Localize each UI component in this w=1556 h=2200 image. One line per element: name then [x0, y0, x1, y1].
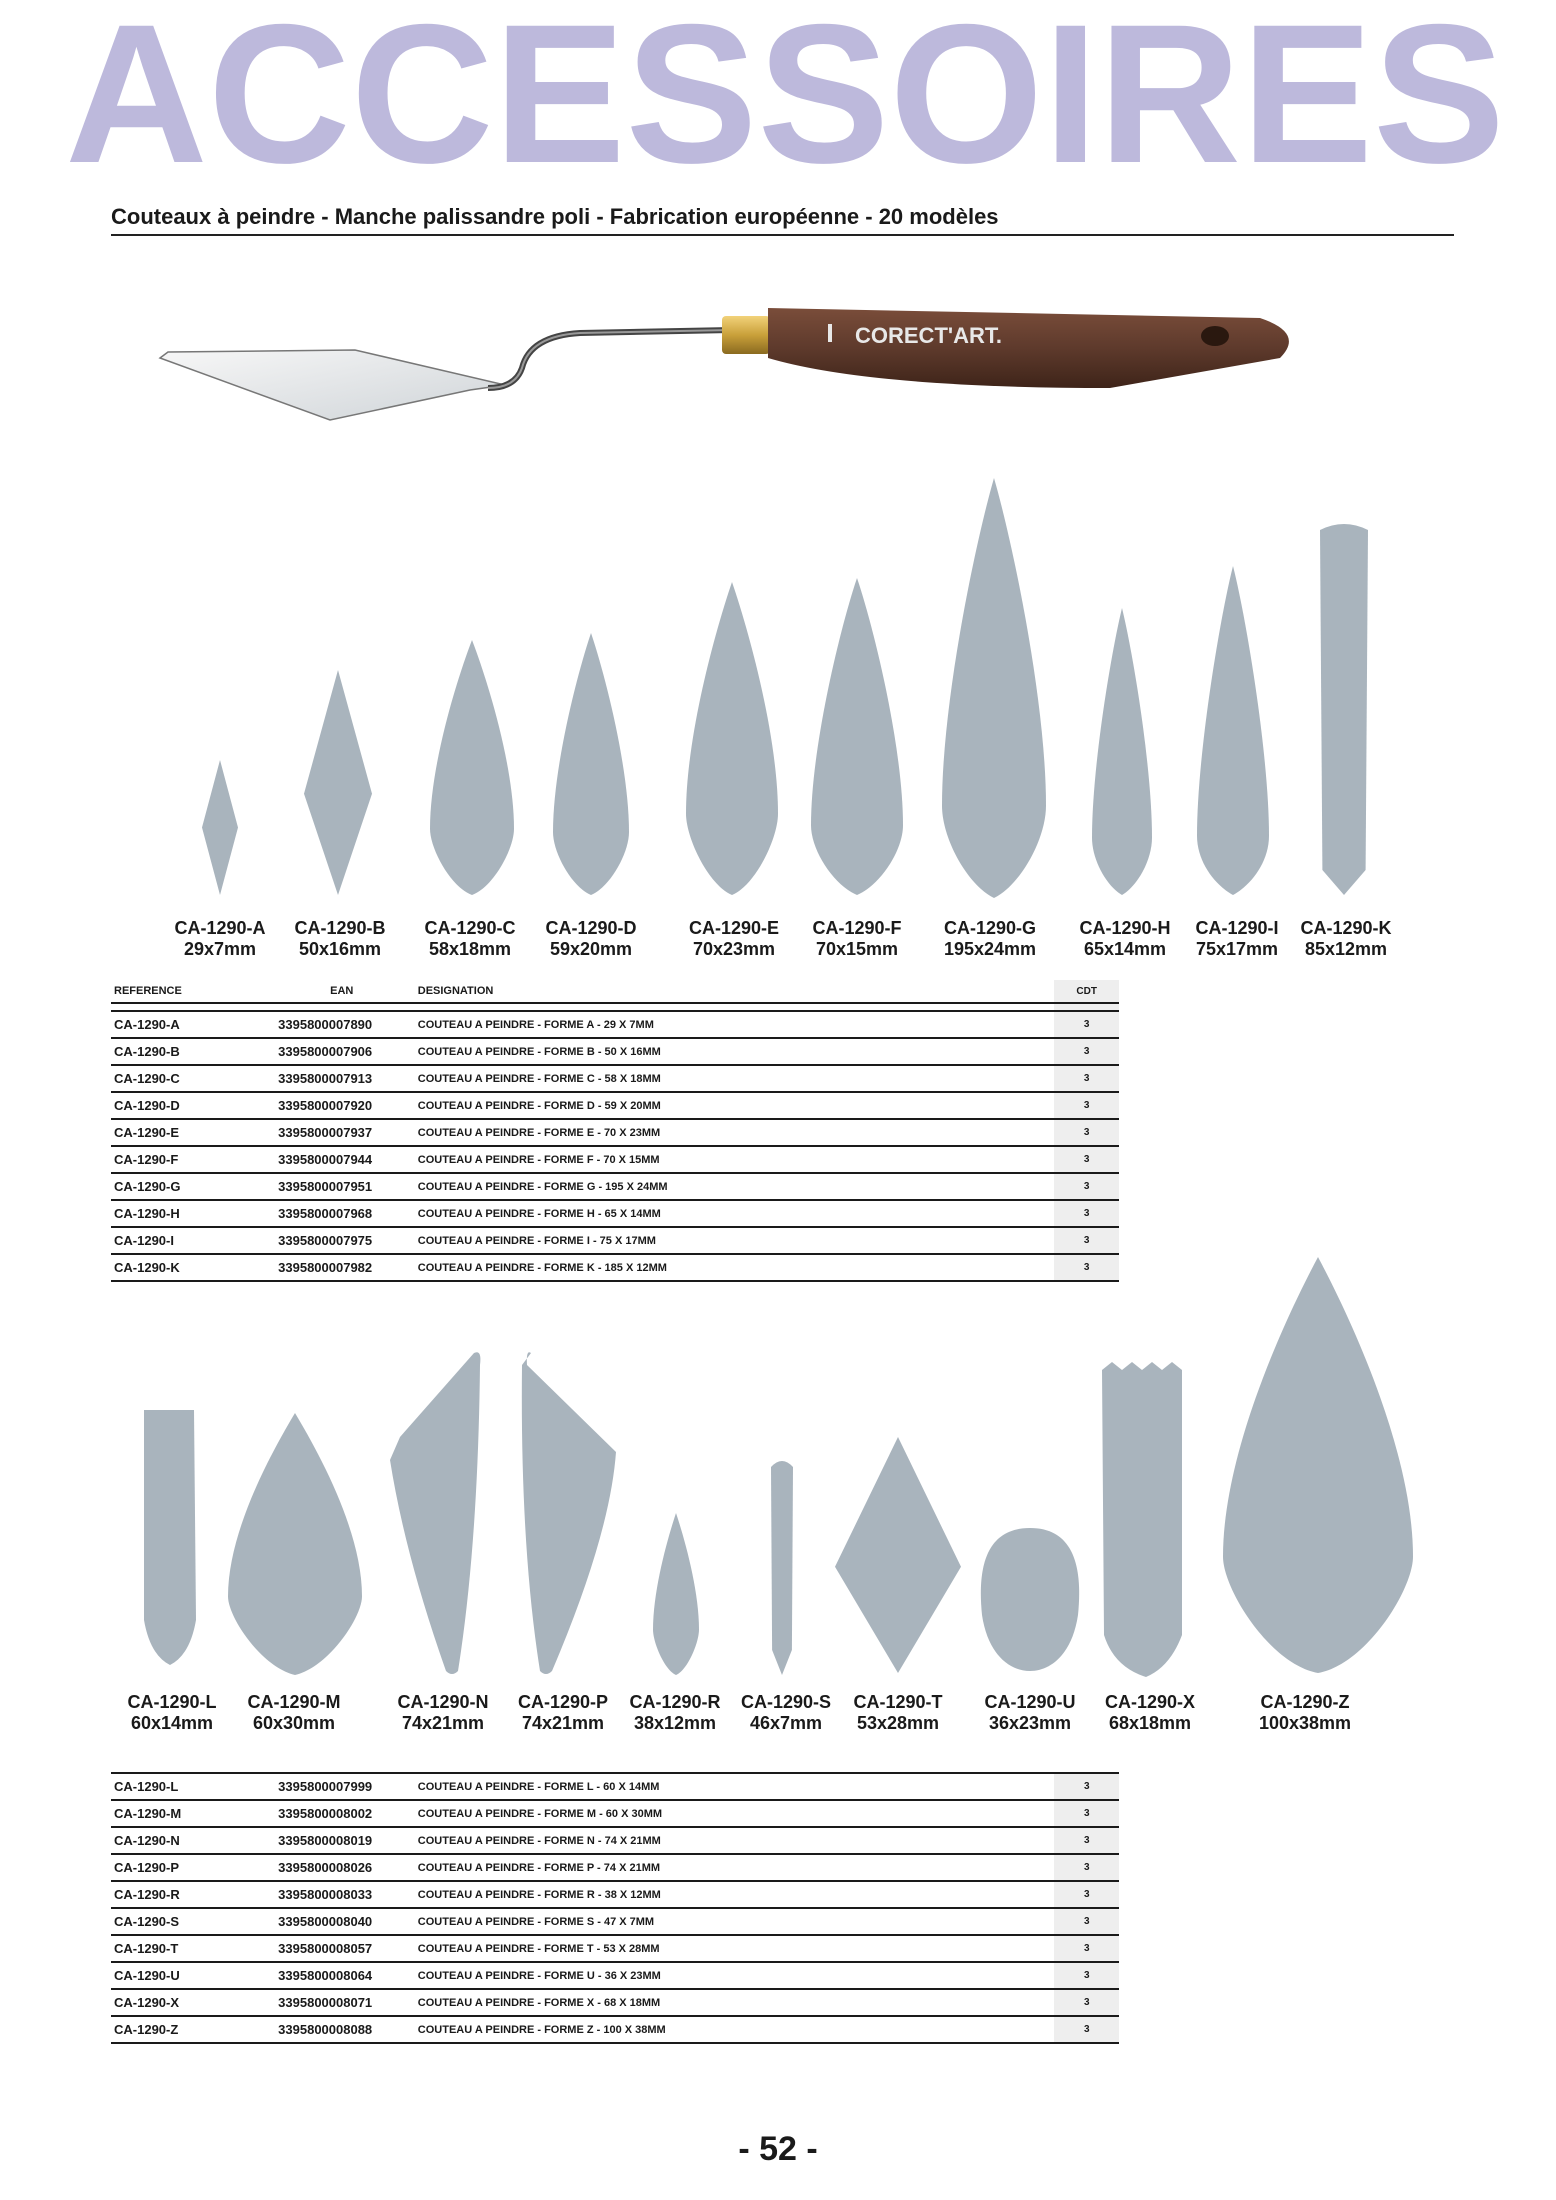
cell-cdt: 3 [1054, 1011, 1119, 1038]
blade-size: 38x12mm [633, 1713, 717, 1733]
blade-label-ca-1290-l [112, 1692, 232, 1734]
cell-designation: COUTEAU A PEINDRE - FORME I - 75 X 17MM [418, 1227, 1055, 1254]
blade-ref: CA-1290-D [545, 918, 637, 938]
blade-shape-ca-1290-k [1320, 524, 1368, 895]
header-cdt: CDT [1054, 980, 1119, 1003]
table-row [111, 1038, 1119, 1065]
blade-size: 50x16mm [298, 939, 382, 959]
blade-ref: CA-1290-R [629, 1692, 721, 1712]
cell-ean: 3395800007920 [278, 1092, 418, 1119]
table-row [111, 1908, 1119, 1935]
blade-size: 46x7mm [749, 1713, 823, 1733]
cell-reference: CA-1290-M [111, 1800, 278, 1827]
table-row [111, 1011, 1119, 1038]
blade-size: 70x15mm [815, 939, 899, 959]
blade-shape-ca-1290-u [981, 1528, 1079, 1671]
blade-label-ca-1290-n [383, 1692, 503, 1734]
cell-designation: COUTEAU A PEINDRE - FORME R - 38 X 12MM [418, 1881, 1055, 1908]
cell-cdt: 3 [1054, 1854, 1119, 1881]
cell-reference: CA-1290-F [111, 1146, 278, 1173]
cell-designation: COUTEAU A PEINDRE - FORME X - 68 X 18MM [418, 1989, 1055, 2016]
cell-ean: 3395800007982 [278, 1254, 418, 1281]
blade-size: 65x14mm [1083, 939, 1167, 959]
cell-designation: COUTEAU A PEINDRE - FORME U - 36 X 23MM [418, 1962, 1055, 1989]
cell-designation: COUTEAU A PEINDRE - FORME D - 59 X 20MM [418, 1092, 1055, 1119]
blade-ref: CA-1290-C [424, 918, 516, 938]
blade-shape-ca-1290-n [390, 1352, 480, 1674]
table-row [111, 1065, 1119, 1092]
cell-cdt: 3 [1054, 1962, 1119, 1989]
cell-ean: 3395800008088 [278, 2016, 418, 2043]
painting-knife-photo [110, 238, 1450, 448]
table-row [111, 1827, 1119, 1854]
reference-table-2 [111, 1772, 1119, 2044]
cell-designation: COUTEAU A PEINDRE - FORME F - 70 X 15MM [418, 1146, 1055, 1173]
blade-ref: CA-1290-S [740, 1692, 832, 1712]
blade-shape-ca-1290-f [811, 578, 903, 895]
blade-ref: CA-1290-L [127, 1692, 217, 1712]
cell-ean: 3395800008026 [278, 1854, 418, 1881]
table-row [111, 1119, 1119, 1146]
cell-reference: CA-1290-T [111, 1935, 278, 1962]
cell-reference: CA-1290-A [111, 1011, 278, 1038]
blade-ref: CA-1290-P [517, 1692, 609, 1712]
blade-size: 36x23mm [988, 1713, 1072, 1733]
cell-designation: COUTEAU A PEINDRE - FORME S - 47 X 7MM [418, 1908, 1055, 1935]
blade-row-1-shapes [0, 470, 1556, 910]
blade-ref: CA-1290-Z [1260, 1692, 1350, 1712]
blade-shape-ca-1290-h [1092, 608, 1152, 895]
page-number: - 52 - [738, 2130, 818, 2168]
blade-shape-ca-1290-i [1197, 566, 1269, 895]
cell-cdt: 3 [1054, 1227, 1119, 1254]
page-title-text: ACCESSOIRES [65, 2, 1505, 177]
cell-ean: 3395800008071 [278, 1989, 418, 2016]
blade-label-ca-1290-r [615, 1692, 735, 1734]
blade-label-ca-1290-u [970, 1692, 1090, 1734]
table-row [111, 1773, 1119, 1800]
handle-hole [1201, 326, 1229, 346]
cell-cdt: 3 [1054, 1200, 1119, 1227]
cell-cdt: 3 [1054, 1800, 1119, 1827]
header-reference: REFERENCE [111, 980, 278, 1003]
blade-ref: CA-1290-U [984, 1692, 1076, 1712]
cell-ean: 3395800008002 [278, 1800, 418, 1827]
cell-reference: CA-1290-D [111, 1092, 278, 1119]
blade-ref: CA-1290-T [853, 1692, 943, 1712]
cell-cdt: 3 [1054, 1908, 1119, 1935]
cell-designation: COUTEAU A PEINDRE - FORME A - 29 X 7MM [418, 1011, 1055, 1038]
blade-size: 74x21mm [521, 1713, 605, 1733]
cell-cdt: 3 [1054, 1065, 1119, 1092]
table-row [111, 1989, 1119, 2016]
blade-ref: CA-1290-E [688, 918, 780, 938]
blade-label-ca-1290-c [410, 918, 530, 960]
blade-ref: CA-1290-M [247, 1692, 341, 1712]
knife-ferrule [722, 316, 770, 354]
blade-shape-ca-1290-b [304, 670, 372, 895]
cell-reference: CA-1290-C [111, 1065, 278, 1092]
cell-ean: 3395800008033 [278, 1881, 418, 1908]
blade-label-ca-1290-p [503, 1692, 623, 1734]
cell-reference: CA-1290-N [111, 1827, 278, 1854]
blade-ref: CA-1290-G [943, 918, 1037, 938]
table-row [111, 1800, 1119, 1827]
cell-ean: 3395800007913 [278, 1065, 418, 1092]
cell-ean: 3395800007951 [278, 1173, 418, 1200]
cell-ean: 3395800008040 [278, 1908, 418, 1935]
cell-cdt: 3 [1054, 1092, 1119, 1119]
blade-shape-ca-1290-x [1102, 1362, 1182, 1677]
cell-cdt: 3 [1054, 1773, 1119, 1800]
cell-cdt: 3 [1054, 1935, 1119, 1962]
blade-shape-ca-1290-e [686, 582, 778, 895]
cell-designation: COUTEAU A PEINDRE - FORME Z - 100 X 38MM [418, 2016, 1055, 2043]
blade-ref: CA-1290-A [174, 918, 266, 938]
blade-label-ca-1290-b [280, 918, 400, 960]
cell-reference: CA-1290-E [111, 1119, 278, 1146]
table-row [111, 1173, 1119, 1200]
blade-size: 29x7mm [183, 939, 257, 959]
section-subtitle: Couteaux à peindre - Manche palissandre poli - Fabrication européenne - 20 modèles [111, 204, 1454, 236]
blade-size: 100x38mm [1258, 1713, 1352, 1733]
blade-shape-ca-1290-d [553, 633, 629, 895]
cell-designation: COUTEAU A PEINDRE - FORME K - 185 X 12MM [418, 1254, 1055, 1281]
table-row [111, 1854, 1119, 1881]
blade-shape-ca-1290-z [1223, 1257, 1413, 1673]
table-row [111, 1092, 1119, 1119]
blade-shape-ca-1290-c [430, 640, 514, 895]
blade-ref: CA-1290-X [1104, 1692, 1196, 1712]
cell-cdt: 3 [1054, 2016, 1119, 2043]
cell-cdt: 3 [1054, 1119, 1119, 1146]
blade-ref: CA-1290-B [294, 918, 386, 938]
blade-label-ca-1290-t [838, 1692, 958, 1734]
cell-cdt: 3 [1054, 1254, 1119, 1281]
page-title [60, 2, 1510, 177]
cell-ean: 3395800007937 [278, 1119, 418, 1146]
blade-label-ca-1290-e [674, 918, 794, 960]
cell-designation: COUTEAU A PEINDRE - FORME H - 65 X 14MM [418, 1200, 1055, 1227]
table-header-row [111, 980, 1119, 1003]
blade-size: 75x17mm [1195, 939, 1279, 959]
cell-designation: COUTEAU A PEINDRE - FORME C - 58 X 18MM [418, 1065, 1055, 1092]
header-ean: EAN [278, 980, 418, 1003]
cell-ean: 3395800007944 [278, 1146, 418, 1173]
handle-brand-text: CORECT'ART. [855, 323, 1003, 348]
blade-ref: CA-1290-F [812, 918, 902, 938]
cell-designation: COUTEAU A PEINDRE - FORME L - 60 X 14MM [418, 1773, 1055, 1800]
blade-label-ca-1290-g [930, 918, 1050, 960]
blade-shape-ca-1290-p [522, 1352, 616, 1674]
cell-reference: CA-1290-H [111, 1200, 278, 1227]
cell-cdt: 3 [1054, 1038, 1119, 1065]
cell-designation: COUTEAU A PEINDRE - FORME P - 74 X 21MM [418, 1854, 1055, 1881]
blade-shape-ca-1290-t [835, 1437, 961, 1673]
blade-shape-ca-1290-l [144, 1410, 196, 1665]
blade-label-ca-1290-z [1245, 1692, 1365, 1734]
blade-shape-ca-1290-r [653, 1513, 699, 1675]
cell-designation: COUTEAU A PEINDRE - FORME M - 60 X 30MM [418, 1800, 1055, 1827]
cell-reference: CA-1290-X [111, 1989, 278, 2016]
blade-row-2-shapes [0, 1215, 1556, 1685]
knife-handle [768, 308, 1289, 388]
blade-size: 195x24mm [943, 939, 1037, 959]
blade-size: 70x23mm [692, 939, 776, 959]
blade-label-ca-1290-f [797, 918, 917, 960]
table-row [111, 1962, 1119, 1989]
cell-ean: 3395800007890 [278, 1011, 418, 1038]
blade-label-ca-1290-h [1065, 918, 1185, 960]
blade-ref: CA-1290-K [1300, 918, 1392, 938]
blade-label-ca-1290-x [1090, 1692, 1210, 1734]
blade-size: 74x21mm [401, 1713, 485, 1733]
blade-size: 58x18mm [428, 939, 512, 959]
cell-ean: 3395800007975 [278, 1227, 418, 1254]
table-row [111, 1935, 1119, 1962]
cell-reference: CA-1290-B [111, 1038, 278, 1065]
cell-reference: CA-1290-U [111, 1962, 278, 1989]
cell-reference: CA-1290-R [111, 1881, 278, 1908]
cell-reference: CA-1290-L [111, 1773, 278, 1800]
cell-cdt: 3 [1054, 1173, 1119, 1200]
blade-label-ca-1290-k [1286, 918, 1406, 960]
cell-reference: CA-1290-P [111, 1854, 278, 1881]
cell-reference: CA-1290-G [111, 1173, 278, 1200]
blade-shape-ca-1290-m [228, 1413, 362, 1675]
blade-ref: CA-1290-I [1195, 918, 1279, 938]
cell-cdt: 3 [1054, 1146, 1119, 1173]
blade-label-ca-1290-a [160, 918, 280, 960]
blade-size: 85x12mm [1304, 939, 1388, 959]
blade-size: 68x18mm [1108, 1713, 1192, 1733]
blade-shape-ca-1290-a [202, 760, 238, 895]
blade-size: 59x20mm [549, 939, 633, 959]
cell-designation: COUTEAU A PEINDRE - FORME B - 50 X 16MM [418, 1038, 1055, 1065]
blade-size: 53x28mm [856, 1713, 940, 1733]
knife-blade [160, 350, 505, 420]
cell-ean: 3395800007968 [278, 1200, 418, 1227]
blade-label-ca-1290-m [234, 1692, 354, 1734]
cell-ean: 3395800007999 [278, 1773, 418, 1800]
cell-cdt: 3 [1054, 1881, 1119, 1908]
cell-cdt: 3 [1054, 1989, 1119, 2016]
blade-row-2 [0, 1215, 1556, 1745]
blade-label-ca-1290-s [726, 1692, 846, 1734]
header-designation: DESIGNATION [418, 980, 1055, 1003]
blade-shape-ca-1290-g [942, 478, 1046, 898]
blade-ref: CA-1290-N [397, 1692, 489, 1712]
cell-reference: CA-1290-K [111, 1254, 278, 1281]
cell-ean: 3395800007906 [278, 1038, 418, 1065]
cell-designation: COUTEAU A PEINDRE - FORME T - 53 X 28MM [418, 1935, 1055, 1962]
blade-label-ca-1290-d [531, 918, 651, 960]
cell-designation: COUTEAU A PEINDRE - FORME N - 74 X 21MM [418, 1827, 1055, 1854]
blade-row-1 [0, 470, 1556, 970]
table-row [111, 1881, 1119, 1908]
cell-ean: 3395800008019 [278, 1827, 418, 1854]
cell-ean: 3395800008057 [278, 1935, 418, 1962]
blade-size: 60x30mm [252, 1713, 336, 1733]
cell-designation: COUTEAU A PEINDRE - FORME G - 195 X 24MM [418, 1173, 1055, 1200]
cell-reference: CA-1290-Z [111, 2016, 278, 2043]
blade-ref: CA-1290-H [1079, 918, 1171, 938]
cell-reference: CA-1290-S [111, 1908, 278, 1935]
cell-designation: COUTEAU A PEINDRE - FORME E - 70 X 23MM [418, 1119, 1055, 1146]
cell-cdt: 3 [1054, 1827, 1119, 1854]
blade-size: 60x14mm [130, 1713, 214, 1733]
cell-reference: CA-1290-I [111, 1227, 278, 1254]
blade-label-ca-1290-i [1177, 918, 1297, 960]
table-row [111, 1146, 1119, 1173]
table-row [111, 2016, 1119, 2043]
blade-shape-ca-1290-s [771, 1461, 793, 1675]
cell-ean: 3395800008064 [278, 1962, 418, 1989]
